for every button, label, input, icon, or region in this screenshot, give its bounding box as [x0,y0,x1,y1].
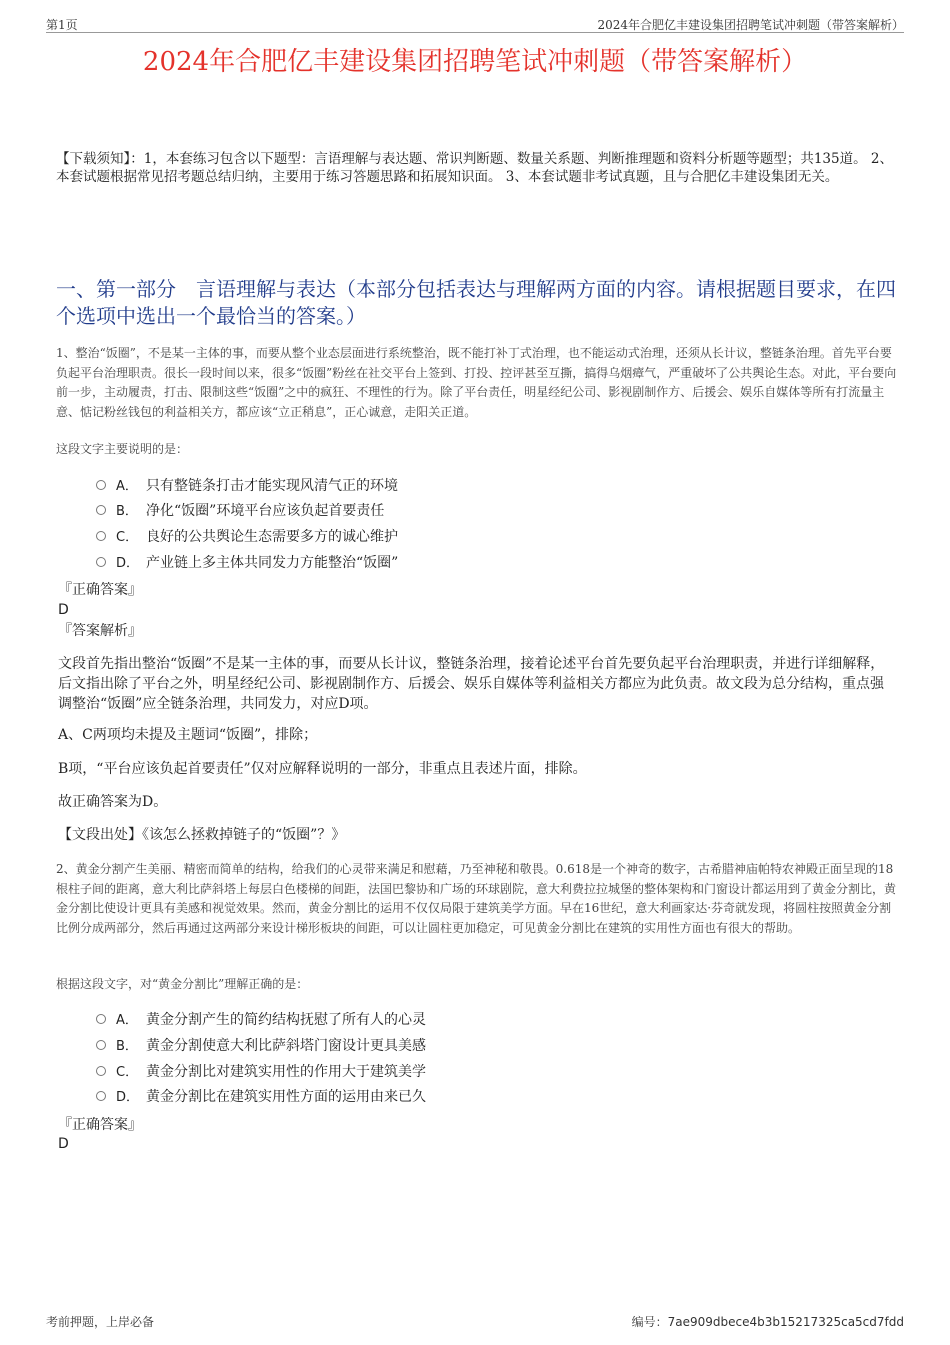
q2-passage: 2、黄金分割产生美丽、精密而简单的结构，给我们的心灵带来满足和慰藉，乃至神秘和敬畏。0.618是一个神奇的数字，古希腊神庙帕特农神殿正面呈现的18根柱子间的距离，意大利比萨斜塔上每层白色楼梯的间距，法国巴黎协和广场的环球剧院，意大利费拉拉城堡的整体架构和门窗设计都运用到了黄金分割比，黄金分割比使设计更具有美感和视觉效果。然而，黄金分割比的运用不仅仅局限于建筑美学方面。早在16世纪，意大利画家达·芬奇就发现，将圆柱按照黄金分割比例分成两部分，然后再通过这两部分来设计梯形板块的间距，可以让圆柱更加稳定，可见黄金分割比在建筑的实用性方面也有很大的帮助。 [56,862,897,935]
q2-option-a[interactable]: A． 黄金分割产生的简约结构抚慰了所有人的心灵 [96,1008,426,1032]
radio-icon[interactable] [96,557,106,567]
q1-analysis-para: B项，“平台应该负起首要责任”仅对应解释说明的一部分，非重点且表述片面，排除。 [58,761,587,777]
radio-icon[interactable] [96,1066,106,1076]
q1-passage: 1、整治“饭圈”，不是某一主体的事，而要从整个业态层面进行系统整治，既不能打补丁式治理，也不能运动式治理，还须从长计议，整链条治理。首先平台要负起平台治理职责。很长一段时间以来，很多“饭圈”粉丝在社交平台上签到、打投、控评甚至互撕，搞得乌烟瘴气，严重破坏了公共舆论生态。对此，平台要向前一步，主动履责，打击、限制这些“饭圈”之中的疯狂、不理性的行为。除了平台责任，明星经纪公司、影视剧制作方、后援会、娱乐自媒体等所有打流量主意、惦记粉丝钱包的利益相关方，都应该“立正稍息”，正心诚意，走阳关正道。 [56,346,897,419]
page-header [46,14,904,33]
q1-option-c[interactable]: C． 良好的公共舆论生态需要多方的诚心维护 [96,525,398,549]
page-number: 第1页 [46,18,78,32]
q1-answer-label: 『正确答案』 [58,582,142,598]
q2-option-c[interactable]: C． 黄金分割比对建筑实用性的作用大于建筑美学 [96,1060,426,1084]
radio-icon[interactable] [96,480,106,490]
q1-analysis-para: 文段首先指出整治“饭圈”不是某一主体的事，而要从长计议，整链条治理，接着论述平台首先要负起平台治理职责，并进行详细解释，后文指出除了平台之外，明星经纪公司、影视剧制作方、后援会、娱乐自媒体等利益相关方都应为此负责。故文段为总分结构，重点强调整治“饭圈”应全链条治理，共同发力，对应D项。 [58,656,885,712]
q2-question: 根据这段文字，对“黄金分割比”理解正确的是： [56,977,309,991]
q1-option-d[interactable]: D． 产业链上多主体共同发力方能整治“饭圈” [96,551,398,575]
header-doc-title: 2024年合肥亿丰建设集团招聘笔试冲刺题（带答案解析） [597,18,904,32]
q1-analysis-para: 故正确答案为D。 [58,794,168,810]
q1-source: 【文段出处】《该怎么拯救掉链子的“饭圈”？》 [58,827,346,843]
q2-option-b[interactable]: B． 黄金分割使意大利比萨斜塔门窗设计更具美感 [96,1034,426,1058]
q1-option-a[interactable]: A． 只有整链条打击才能实现风清气正的环境 [96,474,398,498]
q1-answer: D [58,602,69,618]
footer-slogan: 考前押题，上岸必备 [46,1315,155,1329]
q1-option-b[interactable]: B． 净化“饭圈”环境平台应该负起首要责任 [96,499,384,523]
download-notice: 【下载须知】：1，本套练习包含以下题型：言语理解与表达题、常识判断题、数量关系题、判断推理题和资料分析题等题型；共135道。 2、本套试题根据常见招考题总结归纳，主要用于练习答题思路和拓展知识面。 3、本套试题非考试真题，且与合肥亿丰建设集团无关。 [56,151,893,185]
radio-icon[interactable] [96,505,106,515]
radio-icon[interactable] [96,531,106,541]
footer-doc-id: 编号：7ae909dbece4b3b15217325ca5cd7fdd [631,1315,904,1329]
q1-question: 这段文字主要说明的是： [56,442,189,456]
document-title: 2024年合肥亿丰建设集团招聘笔试冲刺题（带答案解析） [142,47,808,77]
radio-icon[interactable] [96,1040,106,1050]
radio-icon[interactable] [96,1014,106,1024]
q1-analysis-para: A、C两项均未提及主题词“饭圈”，排除； [58,727,318,743]
q2-answer: D [58,1136,69,1152]
q1-analysis-label: 『答案解析』 [58,623,142,639]
q2-option-d[interactable]: D． 黄金分割比在建筑实用性方面的运用由来已久 [96,1085,426,1109]
radio-icon[interactable] [96,1091,106,1101]
q2-answer-label: 『正确答案』 [58,1117,142,1133]
section-title: 一、第一部分 言语理解与表达（本部分包括表达与理解两方面的内容。请根据题目要求，在四个选项中选出一个最恰当的答案。） [56,277,896,328]
